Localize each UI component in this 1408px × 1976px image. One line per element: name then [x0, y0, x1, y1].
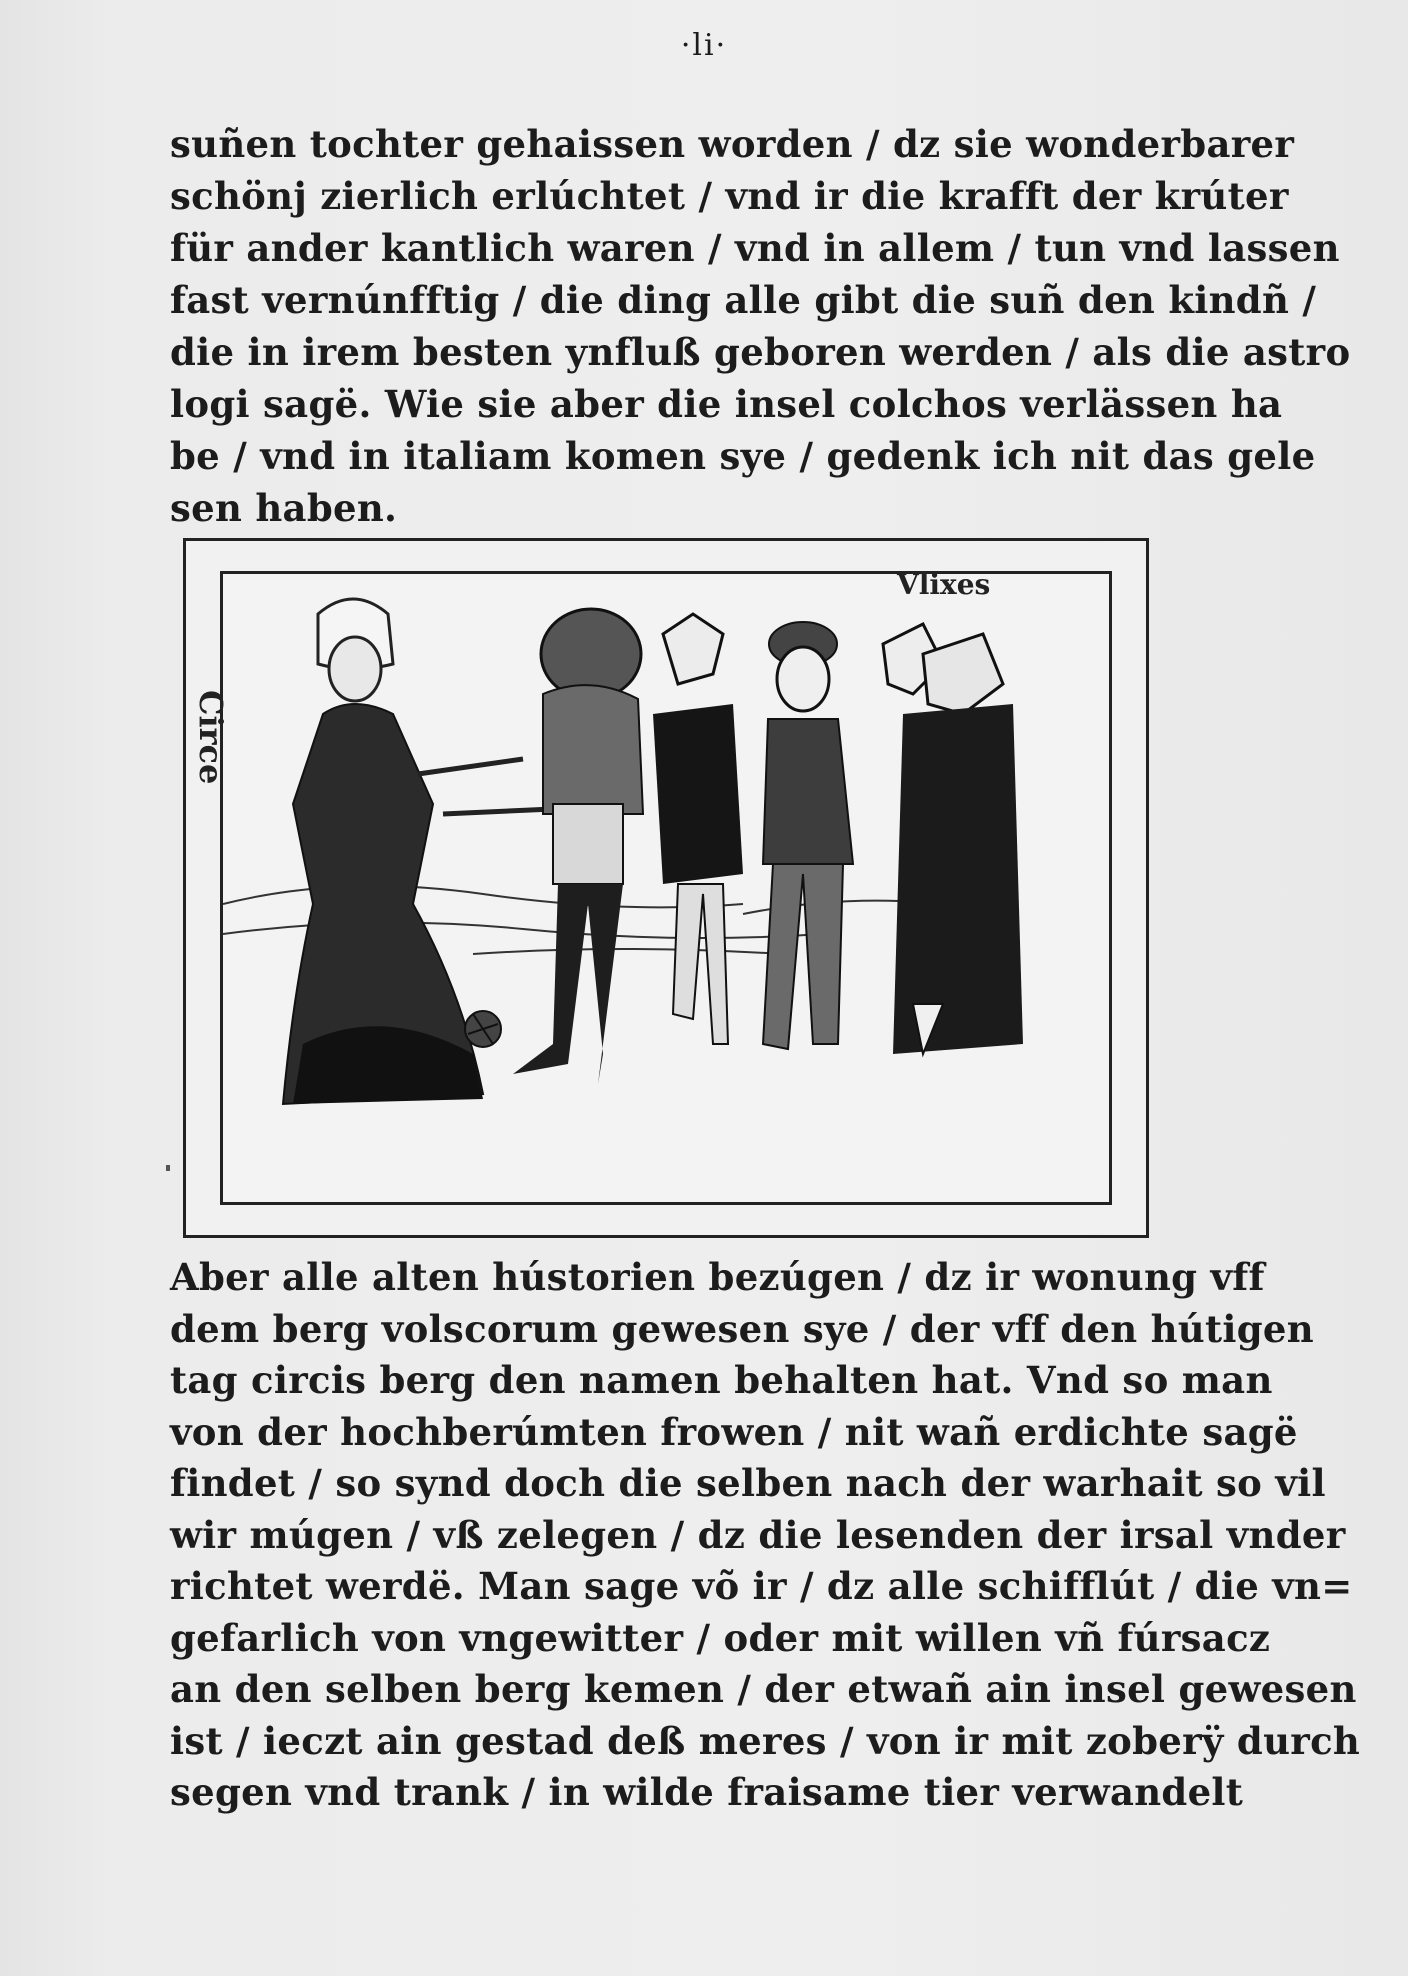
text-line: be / vnd in italiam komen sye / gedenk ich nit das gele	[170, 434, 1316, 478]
woodcut-frame	[220, 571, 1112, 1205]
text-line: an den selben berg kemen / der etwañ ain insel gewesen	[170, 1667, 1357, 1711]
text-line: die in irem besten ynfluß geboren werden / als die astro	[170, 330, 1351, 374]
pig-man-figure	[653, 614, 743, 1044]
lower-text-block	[170, 1252, 1361, 1819]
animal-group-figures	[883, 624, 1023, 1054]
ulysses-figure	[763, 622, 853, 1049]
text-line: für ander kantlich waren / vnd in allem / tun vnd lassen	[170, 226, 1340, 270]
text-line: Aber alle alten hústorien bezúgen / dz ir wonung vff	[170, 1255, 1265, 1299]
folio-number: ·li·	[680, 28, 728, 63]
text-line: segen vnd trank / in wilde fraisame tier verwandelt	[170, 1770, 1244, 1814]
label-circe: Circe	[192, 690, 230, 785]
lion-man-figure	[513, 609, 643, 1084]
label-vlixes: Vlixes	[897, 568, 991, 601]
text-line: gefarlich von vngewitter / oder mit willen vñ fúrsacz	[170, 1615, 1271, 1660]
text-line: tag circis berg den namen behalten hat. Vnd so man	[170, 1358, 1273, 1402]
woodcut-illustration	[183, 538, 1149, 1238]
margin-mark	[166, 1165, 170, 1171]
text-line: ist / ieczt ain gestad deß meres / von ir mit zoberÿ durch	[170, 1718, 1361, 1763]
circe-figure	[283, 599, 553, 1104]
text-line: schönj zierlich erlúchtet / vnd ir die krafft der krúter	[170, 174, 1289, 218]
text-line: sen haben.	[170, 486, 398, 530]
woodcut-scene	[223, 574, 1109, 1202]
text-line: fast vernúnfftig / die ding alle gibt die suñ den kindñ /	[170, 278, 1317, 322]
text-line: logi sagë. Wie sie aber die insel colchos verlässen ha	[170, 382, 1283, 426]
flower-on-ground	[465, 1011, 501, 1047]
text-line: suñen tochter gehaissen worden / dz sie wonderbarer	[170, 122, 1295, 166]
text-line: dem berg volscorum gewesen sye / der vff den hútigen	[170, 1306, 1314, 1351]
text-line: findet / so synd doch die selben nach der warhait so vil	[170, 1461, 1326, 1505]
upper-text-block	[170, 118, 1351, 534]
text-line: wir múgen / vß zelegen / dz die lesenden der irsal vnder	[170, 1512, 1346, 1557]
text-line: richtet werdë. Man sage võ ir / dz alle schifflút / die vn=	[170, 1564, 1353, 1608]
text-line: von der hochberúmten frowen / nit wañ erdichte sagë	[170, 1409, 1298, 1454]
